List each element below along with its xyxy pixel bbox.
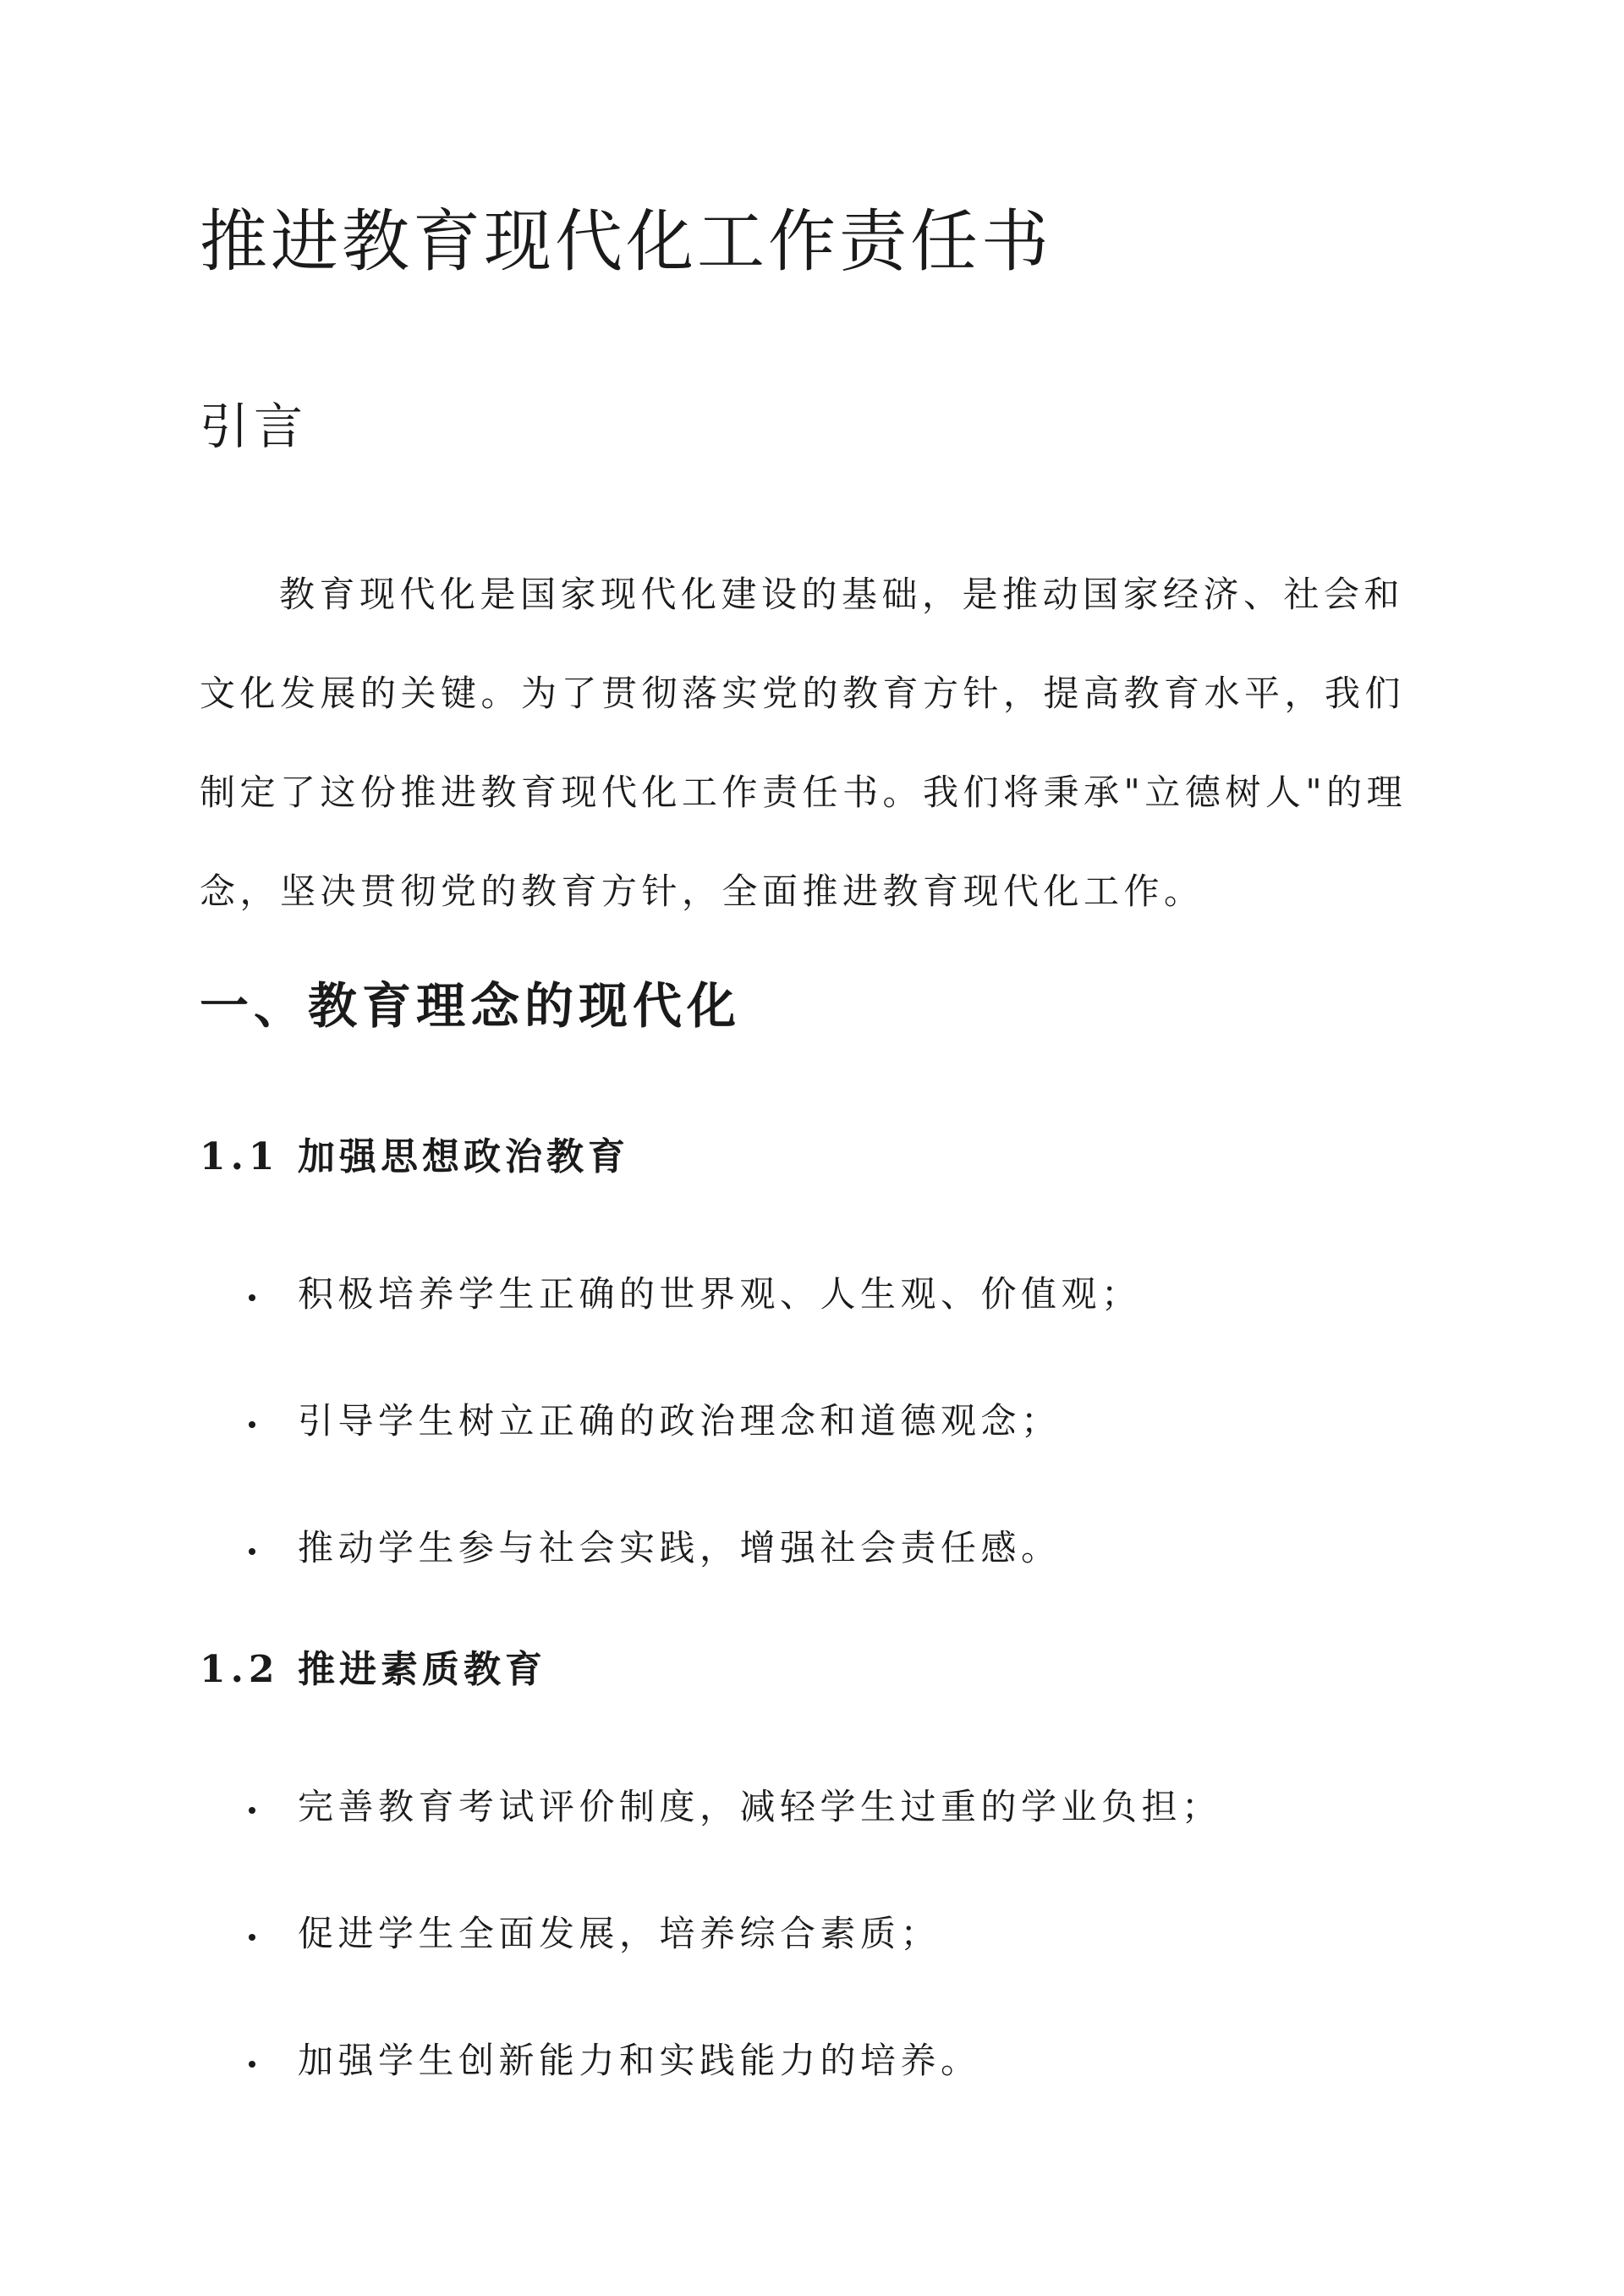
subsection-1-2-number: 1.2 — [200, 1648, 280, 1691]
subsection-1-1-title: 加强思想政治教育 — [298, 1135, 629, 1178]
bullet-dot-icon — [249, 1807, 255, 1814]
bullet-dot-icon — [249, 1548, 255, 1555]
subsection-1-1-heading — [200, 1134, 629, 1181]
intro-heading: 引言 — [200, 398, 309, 455]
list-item — [200, 2035, 1222, 2162]
bullet-dot-icon — [249, 1421, 255, 1428]
list-item-text: 引导学生树立正确的政治理念和道德观念； — [298, 1400, 1062, 1442]
bullet-dot-icon — [249, 1294, 255, 1301]
bullet-dot-icon — [249, 2061, 255, 2068]
list-item-text: 完善教育考试评价制度，减轻学生过重的学业负担； — [298, 1786, 1222, 1827]
subsection-1-2-heading — [200, 1646, 546, 1694]
list-item — [200, 1782, 1222, 1909]
list-item — [200, 1396, 1142, 1523]
list-item-text: 加强学生创新能力和实践能力的培养。 — [298, 2040, 981, 2081]
list-item-text: 推动学生参与社会实践，增强社会责任感。 — [298, 1527, 1062, 1568]
list-item — [200, 1269, 1142, 1396]
list-item-text: 积极培养学生正确的世界观、人生观、价值观； — [298, 1273, 1142, 1315]
section-1-heading: 一、教育理念的现代化 — [200, 977, 742, 1035]
list-item — [200, 1909, 1222, 2035]
bullet-dot-icon — [249, 1934, 255, 1941]
intro-paragraph: 教育现代化是国家现代化建设的基础，是推动国家经济、社会和文化发展的关键。为了贯彻落实党的教育方针，提高教育水平，我们制定了这份推进教育现代化工作责任书。我们将秉承"立德树人"的理念，坚决贯彻党的教育方针，全面推进教育现代化工作。 — [200, 574, 1407, 912]
list-item-text: 促进学生全面发展，培养综合素质； — [298, 1913, 941, 1954]
subsection-1-1-list — [200, 1269, 1142, 1650]
document-title: 推进教育现代化工作责任书 — [200, 202, 1052, 281]
subsection-1-2-list — [200, 1782, 1222, 2162]
list-item — [200, 1523, 1142, 1650]
subsection-1-2-title: 推进素质教育 — [298, 1648, 546, 1691]
subsection-1-1-number: 1.1 — [200, 1135, 280, 1178]
